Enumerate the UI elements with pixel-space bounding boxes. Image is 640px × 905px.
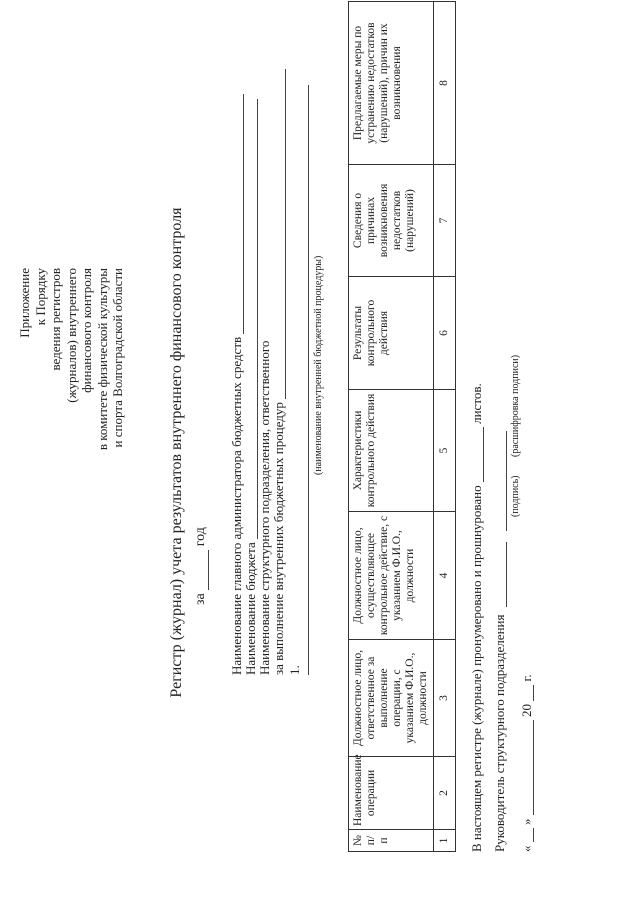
admin-label: Наименование главного администратора бюджетных средств [229, 336, 244, 675]
date-close: » [519, 818, 534, 825]
pages-suffix: листов. [469, 383, 484, 424]
appendix-line: Приложение [17, 268, 32, 338]
column-number: 4 [434, 512, 456, 640]
column-number: 6 [434, 277, 456, 390]
column-number: 1 [434, 830, 456, 852]
header-cell: Должностное лицо, осуществляющее контрольное действие, с указанием Ф.И.О., должности [349, 512, 434, 640]
document-title: Регистр (журнал) учета результатов внутреннего финансового контроля [168, 207, 185, 698]
header-cell: Результаты контрольного действия [349, 277, 434, 390]
appendix-block [17, 268, 126, 508]
period-suffix: год [193, 527, 208, 547]
table-header-row [349, 2, 434, 852]
division-field [258, 341, 272, 675]
year-blank [533, 685, 534, 701]
date-line [520, 674, 534, 852]
procedure-item [288, 665, 302, 675]
division-blank [285, 69, 286, 399]
signature-blank [506, 542, 507, 607]
column-number: 8 [434, 2, 456, 165]
pages-blank [483, 427, 484, 482]
column-number: 7 [434, 165, 456, 277]
pages-statement [470, 383, 484, 852]
budget-label: Наименование бюджета [243, 542, 258, 675]
appendix-line: в комитете физической культуры [94, 268, 110, 451]
appendix-line: к Порядку [32, 268, 48, 326]
header-cell: Наименование операции [349, 757, 434, 830]
admin-field [230, 94, 244, 675]
appendix-line: и спорта Волгоградской области [110, 268, 125, 448]
division-label: Наименование структурного подразделения, ответственного [257, 340, 272, 675]
table-number-row [434, 2, 456, 852]
year-suffix: г. [519, 674, 534, 682]
head-signature-line [493, 431, 507, 852]
decoding-caption: (расшифровка подписи) [510, 354, 521, 457]
division-label-2: за выполнение внутренних бюджетных процедур [271, 402, 286, 675]
pages-prefix: В настоящем регистре (журнале) пронумеровано и прошнуровано [469, 485, 484, 852]
decoding-blank [506, 431, 507, 531]
procedure-line [308, 85, 309, 675]
date-open: « [519, 845, 534, 852]
period-year-blank [208, 550, 209, 590]
column-number: 5 [434, 390, 456, 512]
period-prefix: за [193, 593, 208, 605]
day-blank [533, 828, 534, 842]
procedure-number: 1. [287, 665, 302, 675]
budget-field [244, 99, 258, 675]
division-field-line2 [272, 69, 286, 675]
procedure-caption: (наименование внутренней бюджетной процедуры) [313, 255, 324, 475]
header-cell: Характеристики контрольного действия [349, 390, 434, 512]
column-number: 3 [434, 640, 456, 757]
head-label: Руководитель структурного подразделения [492, 614, 507, 852]
year-prefix: 20 [519, 704, 534, 717]
appendix-line: финансового контроля [79, 268, 94, 393]
month-blank [533, 720, 534, 815]
register-table [348, 1, 456, 852]
header-cell: № п/п [349, 830, 434, 852]
period-line [193, 527, 209, 605]
header-cell: Должностное лицо, ответственное за выполнение операции, с указанием Ф.И.О., должности [349, 640, 434, 757]
column-number: 2 [434, 757, 456, 830]
signature-caption: (подпись) [510, 475, 521, 517]
appendix-line: ведения регистров [48, 268, 63, 371]
appendix-line: (журналов) внутреннего [63, 268, 79, 403]
header-cell: Предлагаемые меры по устранению недостатков (нарушений), причин их возникновения [349, 2, 434, 165]
header-cell: Сведения о причинах возникновения недостатков (нарушений) [349, 165, 434, 277]
